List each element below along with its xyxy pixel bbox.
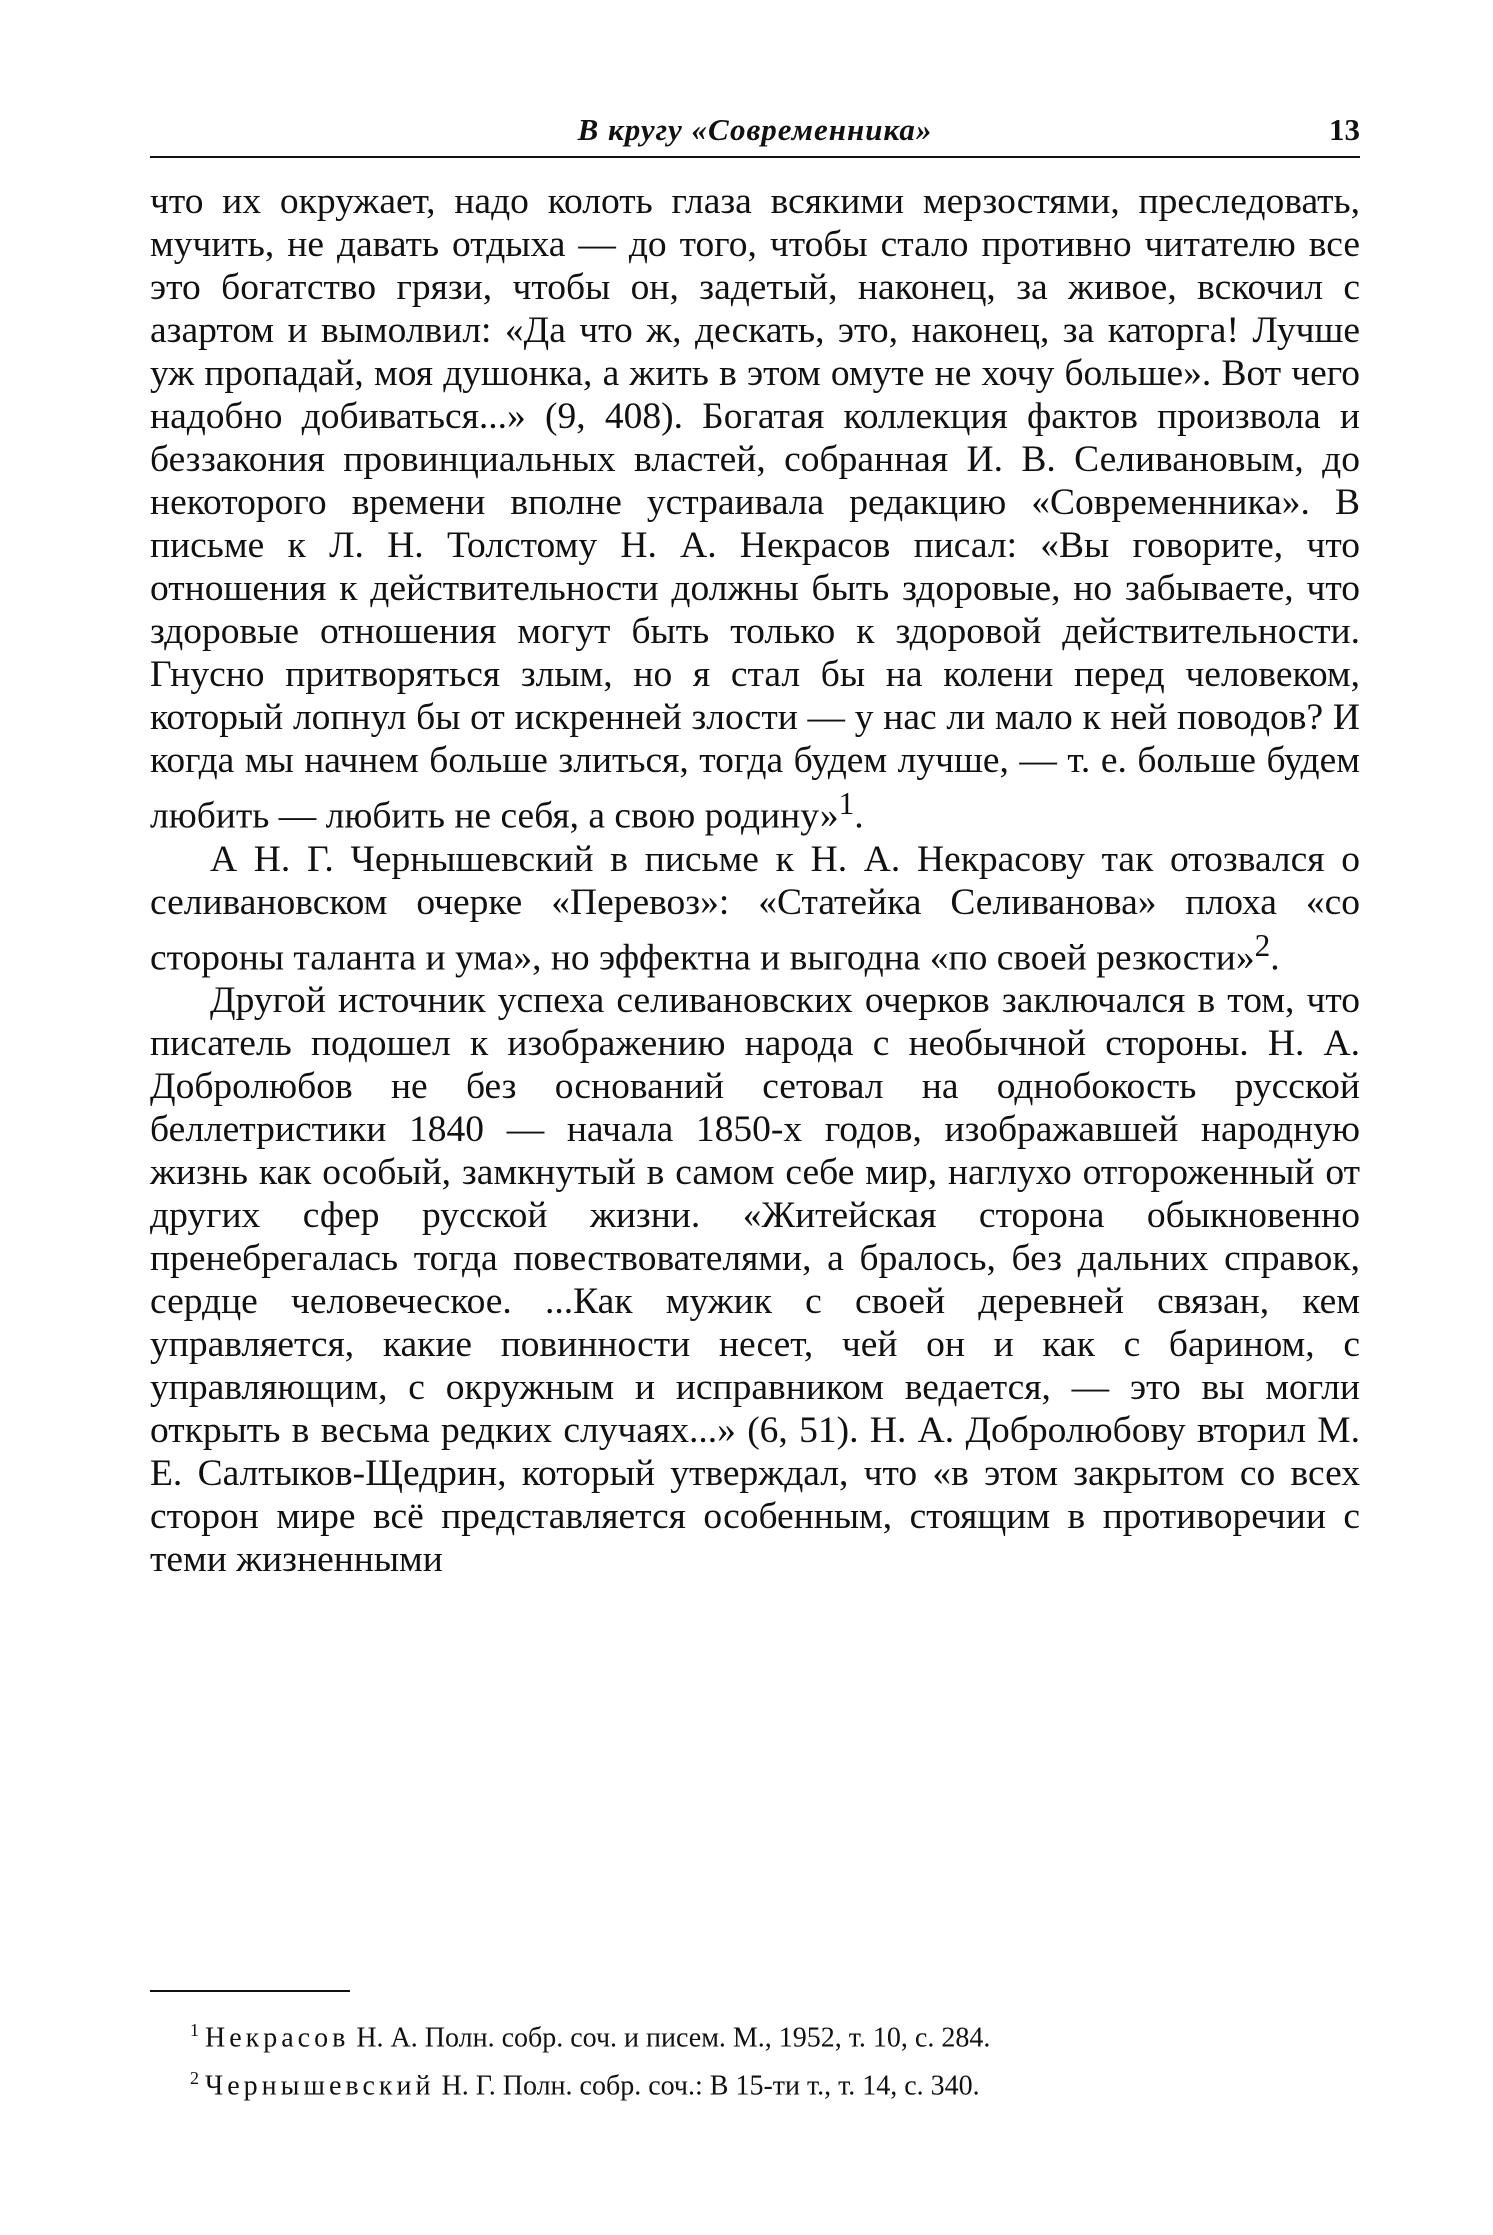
paragraph-2-end: . [1270,937,1280,978]
paragraph-2 [150,838,1360,980]
paragraph-1 [150,180,1360,838]
footnote-1 [190,2010,1360,2058]
footnote-2-text: Н. Г. Полн. собр. соч.: В 15-ти т., т. 14, с. 340. [441,2070,980,2102]
footnote-2-mark: 2 [190,2068,199,2089]
footnotes [190,2010,1360,2107]
footnote-1-author: Некрасов [205,2022,350,2054]
paragraph-1-text: что их окружает, надо колоть глаза всякими мерзостями, преследовать, мучить, не давать отдыха — до того, чтобы стало противно читателю все это богатство грязи, чтобы он, задетый, наконец, за живое, вскочил с азартом и вымолвил: «Да что ж, дескать, это, наконец, за каторга! Лучше уж пропадай, моя душонка, а жить в этом омуте не хочу больше». Вот чего надобно добиваться...» (9, 408). Богатая коллекция фактов произвола и беззакония провинциальных властей, собранная И. В. Селивановым, до некоторого времени вполне устраивала редакцию «Современника». В письме к Л. Н. Толстому Н. А. Некрасов писал: «Вы говорите, что отношения к действительности должны быть здоровые, но забываете, что здоровые отношения могут быть только к здоровой действительности. Гнусно притворяться злым, но я стал бы на колени перед человеком, который лопнул бы от искренней злости — у нас ли мало к ней поводов? И когда мы начнем больше злиться, тогда будем лучше, — т. е. больше будем любить — любить не себя, а свою родину» [150,181,1360,837]
footnotes-rule [150,1990,350,1992]
footnote-ref-2: 2 [1254,927,1271,963]
footnote-ref-1: 1 [838,786,855,821]
body-text [150,180,1360,1581]
paragraph-3: Другой источник успеха селивановских очерков заключался в том, что писатель подошел к изображению народа с необычной стороны. Н. А. Добролюбов не без оснований сетовал на однобокость русской беллетристики 1840 — начала 1850-х годов, изображавшей народную жизнь как особый, замкнутый в самом себе мир, наглухо отгороженный от других сфер русской жизни. «Житейская сторона обыкновенно пренебрегалась тогда повествователями, а бралось, без дальних справок, сердце человеческое. ...Как мужик с своей деревней связан, кем управляется, какие повинности несет, чей он и как с барином, с управляющим, с окружным и исправником ведается, — это вы могли открыть в весьма редких случаях...» (6, 51). Н. А. Добролюбову вторил М. Е. Салтыков-Щедрин, который утверждал, что «в этом закрытом со всех сторон мире всё представляется особенным, стоящим в противоречии с теми жизненными [150,980,1360,1580]
page-number: 13 [1329,112,1360,147]
footnote-2-author: Чернышевский [205,2070,435,2102]
header-rule [150,156,1360,158]
footnote-2 [190,2058,1360,2106]
paragraph-1-end: . [854,795,864,837]
footnote-1-mark: 1 [190,2020,199,2040]
running-title: В кругу «Современника» [577,112,933,147]
running-head [150,112,1360,160]
footnote-1-text: Н. А. Полн. собр. соч. и писем. М., 1952, т. 10, с. 284. [356,2022,991,2054]
paragraph-2-text: А Н. Г. Чернышевский в письме к Н. А. Некрасову так отозвался о селивановском очерке «Перевоз»: «Статейка Селиванова» плоха «со стороны таланта и ума», но эффектна и выгодна «по своей резкости» [150,838,1360,978]
